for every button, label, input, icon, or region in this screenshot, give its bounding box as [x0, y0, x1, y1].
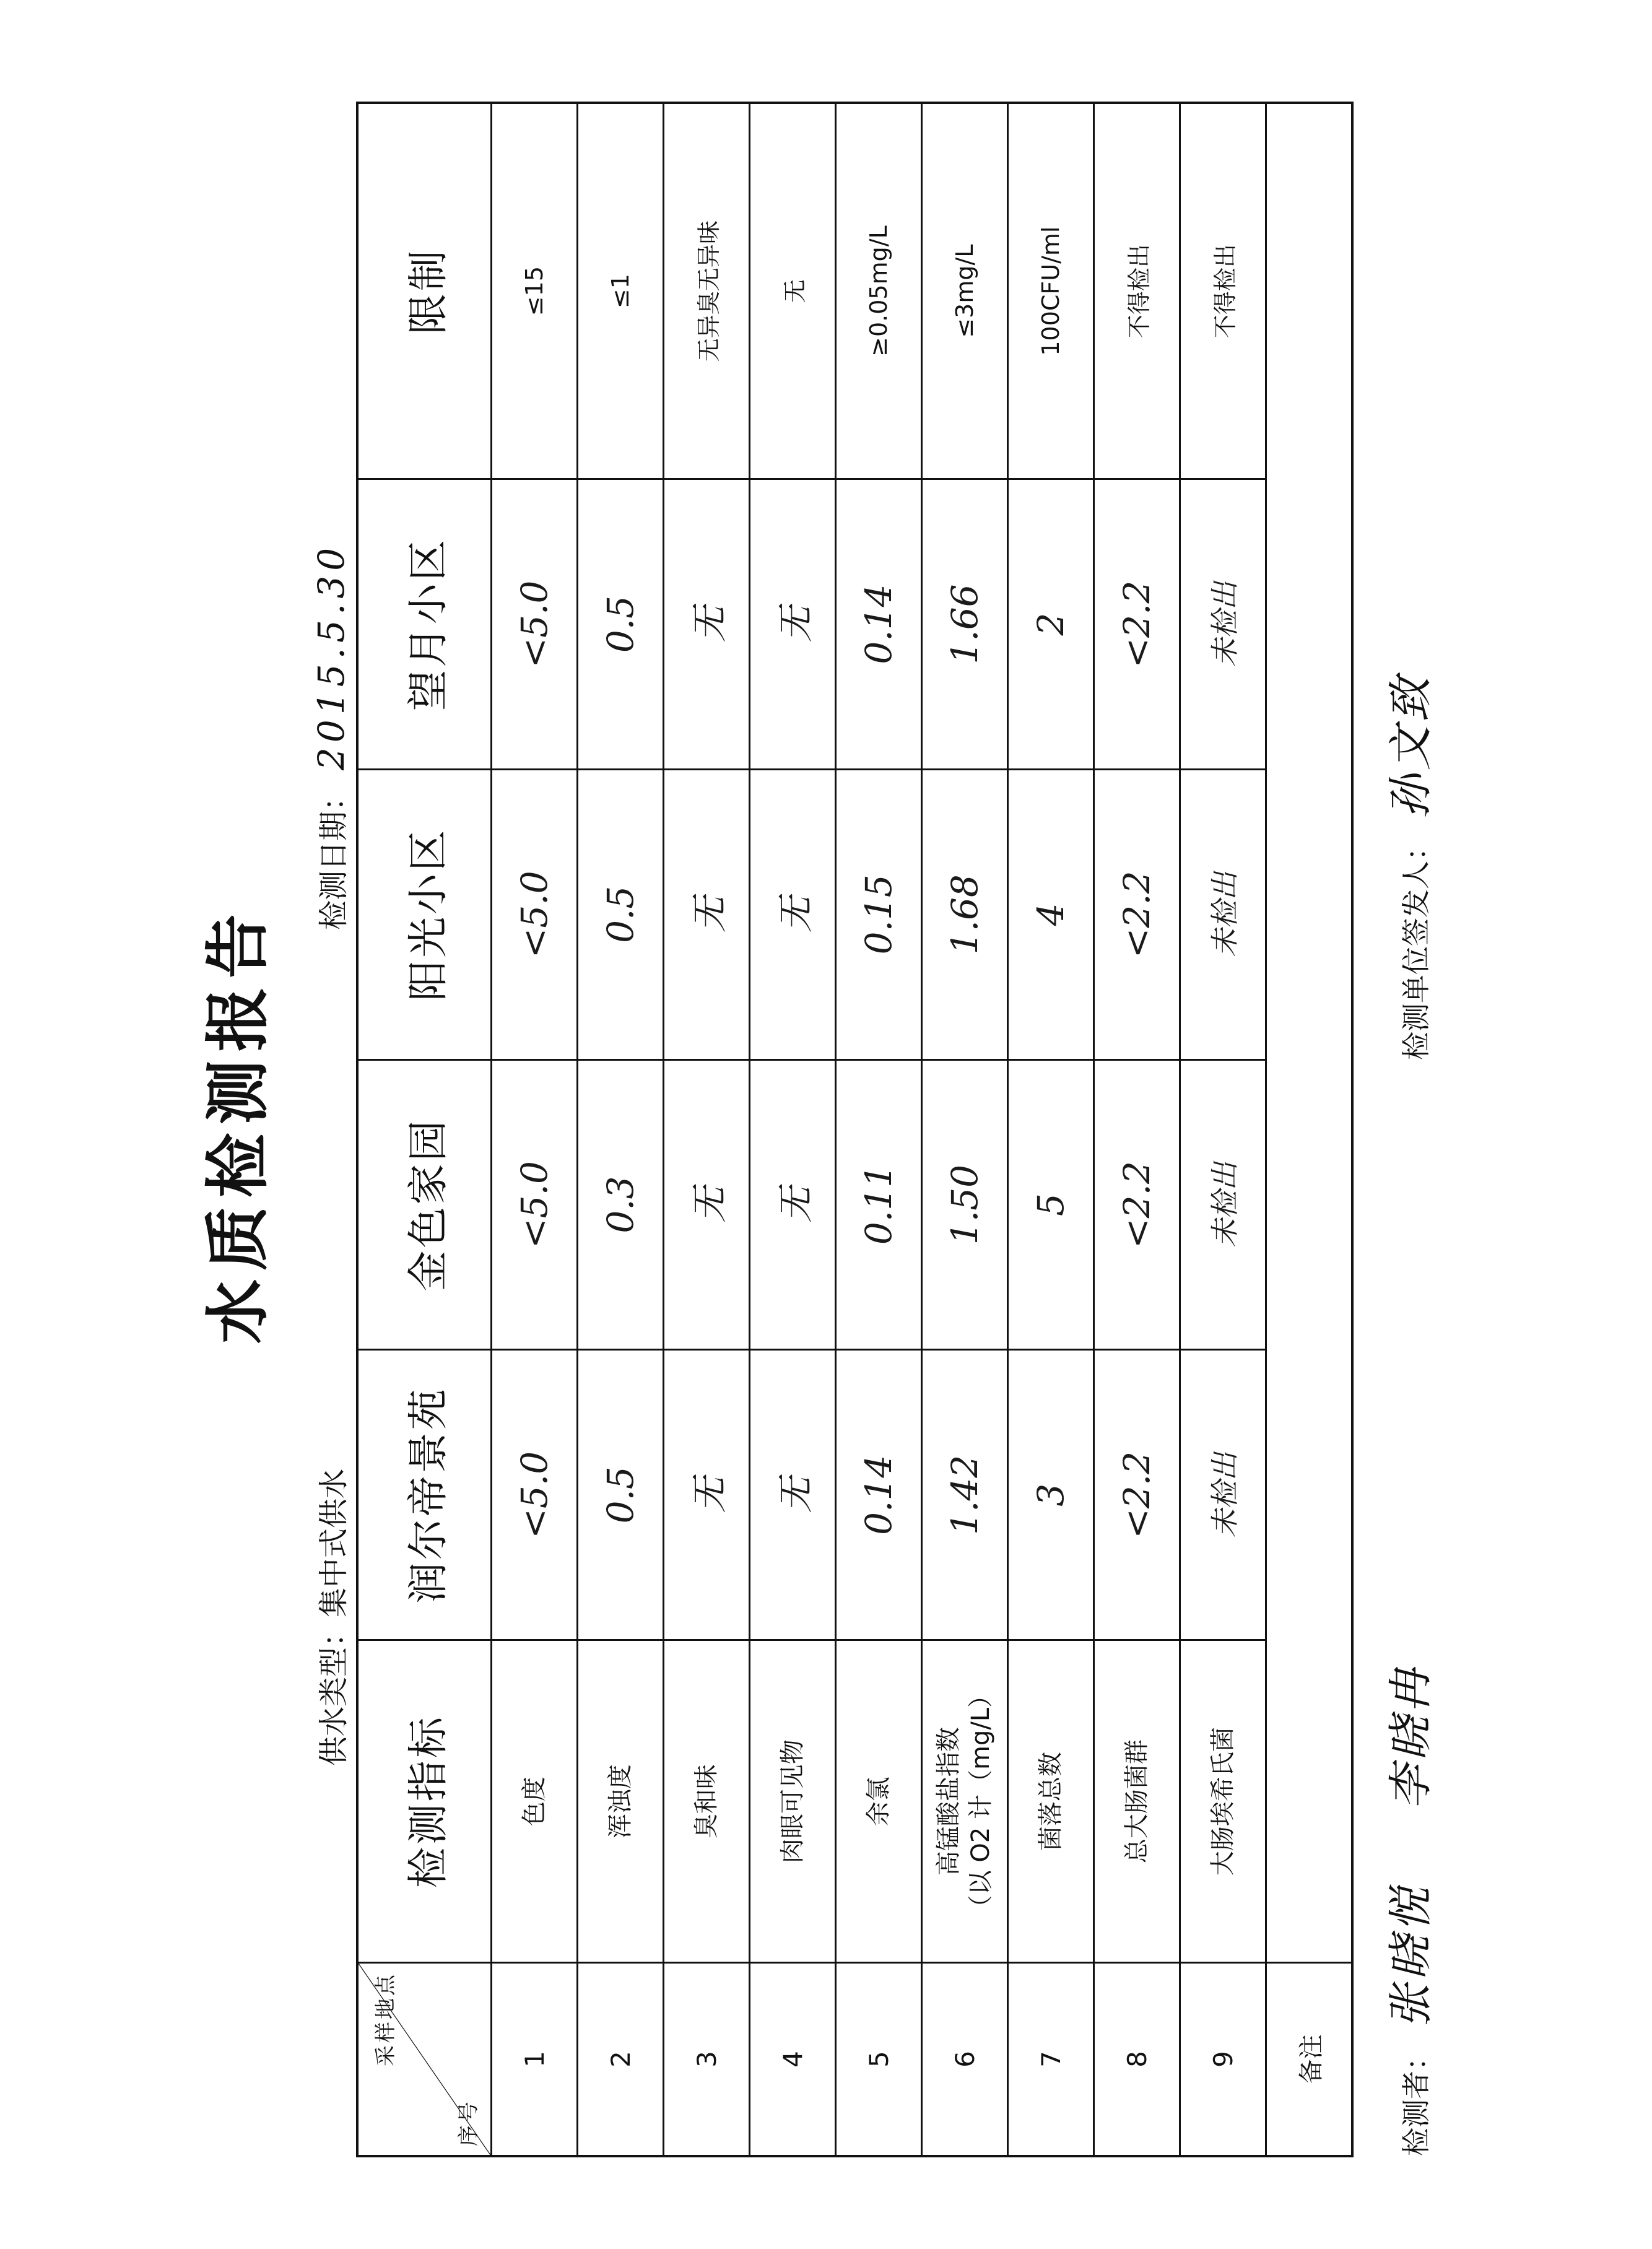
row-value: 未检出	[1180, 1350, 1266, 1640]
row-indicator: 菌落总数	[1008, 1640, 1094, 1963]
issuer-label: 检测单位签发人：	[1399, 832, 1433, 1060]
row-seq: 7	[1008, 1963, 1094, 2157]
row-limit: 100CFU/ml	[1008, 103, 1094, 479]
header-limit: 限制	[357, 103, 492, 479]
issuer-signature: 孙文致	[1385, 673, 1437, 819]
table-row	[578, 103, 664, 2156]
row-indicator: 大肠埃希氏菌	[1180, 1640, 1266, 1963]
row-value: 无	[664, 769, 750, 1059]
row-limit: ≤15	[492, 103, 578, 479]
header-indicator: 检测指标	[357, 1640, 492, 1963]
tester-label: 检测者：	[1399, 2042, 1433, 2156]
remarks-row	[1266, 103, 1353, 2156]
header-row	[357, 103, 492, 2156]
row-value: <2.2	[1094, 769, 1180, 1059]
row-value: <5.0	[492, 1350, 578, 1640]
row-value: 无	[750, 1059, 836, 1350]
row-limit: 不得检出	[1180, 103, 1266, 479]
row-limit: 无	[750, 103, 836, 479]
row-value: <2.2	[1094, 1350, 1180, 1640]
table-row	[836, 103, 922, 2156]
row-indicator: 浑浊度	[578, 1640, 664, 1963]
row-value: 2	[1008, 479, 1094, 770]
row-indicator: 色度	[492, 1640, 578, 1963]
row-seq: 8	[1094, 1963, 1180, 2157]
issuer-signature-block	[1375, 674, 1439, 1060]
header-sampling-site: 采样地点	[373, 1972, 398, 2066]
row-value: 0.3	[578, 1059, 664, 1350]
table-row	[664, 103, 750, 2156]
supply-type-label: 供水类型：	[316, 1617, 351, 1766]
row-value: 0.5	[578, 479, 664, 770]
row-value: 3	[1008, 1350, 1094, 1640]
row-seq: 2	[578, 1963, 664, 2157]
tester-signature: 李晓冉	[1385, 1664, 1437, 1809]
row-seq: 6	[922, 1963, 1008, 2157]
row-value: <5.0	[492, 769, 578, 1059]
row-seq: 4	[750, 1963, 836, 2157]
row-indicator: 肉眼可见物	[750, 1640, 836, 1963]
row-value: 0.15	[836, 769, 922, 1059]
row-value: <5.0	[492, 479, 578, 770]
tester-signature: 张晓悦	[1385, 1883, 1437, 2029]
row-value: 0.11	[836, 1059, 922, 1350]
row-indicator: 总大肠菌群	[1094, 1640, 1180, 1963]
table-row	[492, 103, 578, 2156]
row-value: 0.14	[836, 1350, 922, 1640]
table-row	[750, 103, 836, 2156]
tester-signature-block	[1375, 1664, 1439, 2156]
row-seq: 9	[1180, 1963, 1266, 2157]
remarks-content	[1266, 103, 1353, 1963]
row-indicator: 余氯	[836, 1640, 922, 1963]
row-value: 无	[664, 1059, 750, 1350]
row-value: 4	[1008, 769, 1094, 1059]
row-limit: ≤1	[578, 103, 664, 479]
row-value: 无	[664, 479, 750, 770]
header-site-4: 望月小区	[357, 479, 492, 770]
row-indicator	[922, 1640, 1008, 1963]
water-quality-table	[356, 102, 1354, 2157]
row-value: 无	[750, 769, 836, 1059]
row-value: 1.66	[922, 479, 1008, 770]
row-value: <2.2	[1094, 479, 1180, 770]
supply-type-value: 集中式供水	[316, 1468, 351, 1617]
row-indicator: 臭和味	[664, 1640, 750, 1963]
row-value: 未检出	[1180, 479, 1266, 770]
report-title: 水质检测报告	[199, 905, 276, 1344]
header-corner-cell	[357, 1963, 492, 2157]
test-date	[310, 543, 352, 930]
row-value: <5.0	[492, 1059, 578, 1350]
table-row	[1094, 103, 1180, 2156]
row-value: 无	[750, 479, 836, 770]
row-value: 5	[1008, 1059, 1094, 1350]
row-value: 1.50	[922, 1059, 1008, 1350]
header-site-3: 阳光小区	[357, 769, 492, 1059]
row-value: 未检出	[1180, 1059, 1266, 1350]
remarks-label: 备注	[1266, 1963, 1353, 2157]
table-row	[1180, 103, 1266, 2156]
table-row	[1008, 103, 1094, 2156]
row-seq: 3	[664, 1963, 750, 2157]
row-value: 无	[750, 1350, 836, 1640]
row-value: 未检出	[1180, 769, 1266, 1059]
row-indicator-line: （以 O2 计（mg/L）	[967, 1682, 995, 1920]
supply-type	[310, 1469, 352, 1766]
header-site-2: 金色家园	[357, 1059, 492, 1350]
row-value: 0.5	[578, 769, 664, 1059]
row-value: 1.42	[922, 1350, 1008, 1640]
row-value: 0.14	[836, 479, 922, 770]
row-value: 1.68	[922, 769, 1008, 1059]
test-date-value: 2015.5.30	[310, 542, 352, 770]
row-indicator-line: 高锰酸盐指数	[934, 1727, 963, 1876]
row-value: 无	[664, 1350, 750, 1640]
row-limit: ≥0.05mg/L	[836, 103, 922, 479]
table-row	[922, 103, 1008, 2156]
row-seq: 5	[836, 1963, 922, 2157]
row-limit: 无异臭无异味	[664, 103, 750, 479]
row-seq: 1	[492, 1963, 578, 2157]
row-value: <2.2	[1094, 1059, 1180, 1350]
row-value: 0.5	[578, 1350, 664, 1640]
row-limit: 不得检出	[1094, 103, 1180, 479]
row-limit: ≤3mg/L	[922, 103, 1008, 479]
header-site-1: 润尔帝景苑	[357, 1350, 492, 1640]
header-seq: 序号	[456, 2099, 481, 2146]
test-date-label: 检测日期：	[316, 781, 351, 930]
